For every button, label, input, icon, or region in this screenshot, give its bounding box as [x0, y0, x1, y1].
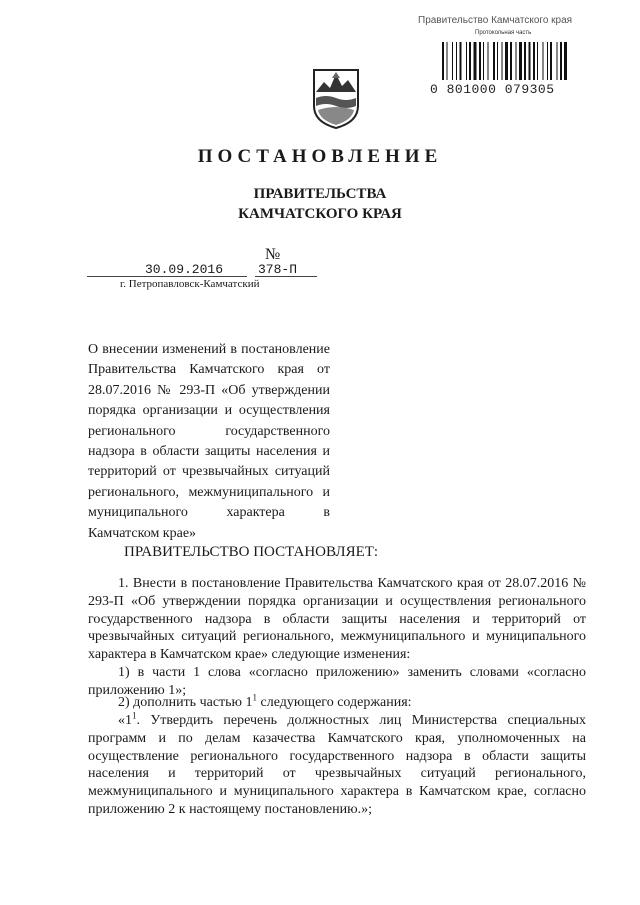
item-2-text-after: следующего содержания:	[257, 695, 412, 710]
date-underline	[87, 276, 247, 277]
barcode-bar	[547, 42, 548, 80]
barcode-bar	[493, 42, 495, 80]
barcode-bar	[488, 42, 489, 80]
barcode-bar	[564, 42, 567, 80]
barcode-bar	[529, 42, 531, 80]
barcode-bar	[483, 42, 484, 80]
barcode-bar	[533, 42, 535, 80]
new-part-text	[88, 712, 586, 819]
number-underline	[255, 276, 317, 277]
document-type-title: ПОСТАНОВЛЕНИЕ	[197, 146, 443, 167]
issuer-line-1: ПРАВИТЕЛЬСТВА	[253, 186, 387, 202]
barcode-bar	[497, 42, 498, 80]
barcode-bar	[460, 42, 462, 80]
resolution-heading: ПРАВИТЕЛЬСТВО ПОСТАНОВЛЯЕТ:	[124, 544, 379, 560]
barcode-bar	[456, 42, 457, 80]
barcode-bar	[560, 42, 562, 80]
new-part-body: . Утвердить перечень должностных лиц Министерства специальных программ и по делам казачества Камчатского края, уполномоченных на осуществление регионального государственного надзора в области защиты населения и территорий от чрезвычайных ситуаций регионального, межмуниципального и муниципального характера в Камчатском крае, согласно приложению 2 к настоящему постановлению.»;	[88, 713, 586, 817]
kamchatka-coat-of-arms-icon	[312, 68, 360, 130]
document-date: 30.09.2016	[145, 262, 224, 277]
barcode-bar	[502, 42, 503, 80]
barcode-bar	[479, 42, 481, 80]
barcode-bar	[543, 42, 544, 80]
registration-stamp-part-label: Протокольная часть	[475, 30, 532, 36]
paragraph-1-item-2	[88, 694, 586, 712]
issue-city: г. Петропавловск-Камчатский	[120, 278, 260, 290]
barcode-bar	[524, 42, 526, 80]
issuer-line-2: КАМЧАТСКОГО КРАЯ	[238, 206, 402, 222]
number-sign: №	[265, 246, 281, 263]
paragraph-1: 1. Внести в постановление Правительства Камчатского края от 28.07.2016 № 293-П «Об утверждении порядка организации и осуществления регионального государственного надзора в области защиты населения и территорий от чрезвычайных ситуаций регионального, межмуниципального и муниципального характера в Камчатском крае» следующие изменения:	[88, 576, 586, 663]
new-part-superscript: 1	[132, 710, 137, 721]
barcode-bar	[557, 42, 558, 80]
barcode-bar	[452, 42, 453, 80]
barcode-bar	[474, 42, 477, 80]
barcode-bar	[537, 42, 538, 80]
registration-stamp-organization: Правительство Камчатского края	[418, 15, 573, 26]
barcode-image	[440, 40, 568, 84]
barcode-bar	[516, 42, 517, 80]
barcode-bar	[469, 42, 471, 80]
barcode-bar	[466, 42, 467, 80]
barcode-number: 0 801000 079305	[430, 82, 555, 97]
item-2-superscript: 1	[252, 692, 257, 703]
barcode-bar	[442, 42, 444, 80]
new-part-prefix: «1	[118, 713, 132, 728]
paragraph-1-item-1: 1) в части 1 слова «согласно приложению» заменить словами «согласно приложению 1»;	[88, 665, 586, 698]
barcode-bar	[447, 42, 448, 80]
item-2-text-before: 2) дополнить частью 1	[118, 695, 253, 710]
barcode-bar	[550, 42, 552, 80]
barcode-bar	[519, 42, 522, 80]
document-subject: О внесении изменений в постановление Правительства Камчатского края от 28.07.2016 № 293-П «Об утверждении порядка организации и осуществления регионального государственного надзора в области защиты населения и территорий от чрезвычайных ситуаций регионального, межмуниципального и муниципального характера в Камчатском крае»	[88, 342, 330, 541]
barcode-bar	[505, 42, 508, 80]
document-number: 378-П	[258, 262, 298, 277]
barcode-bar	[510, 42, 512, 80]
